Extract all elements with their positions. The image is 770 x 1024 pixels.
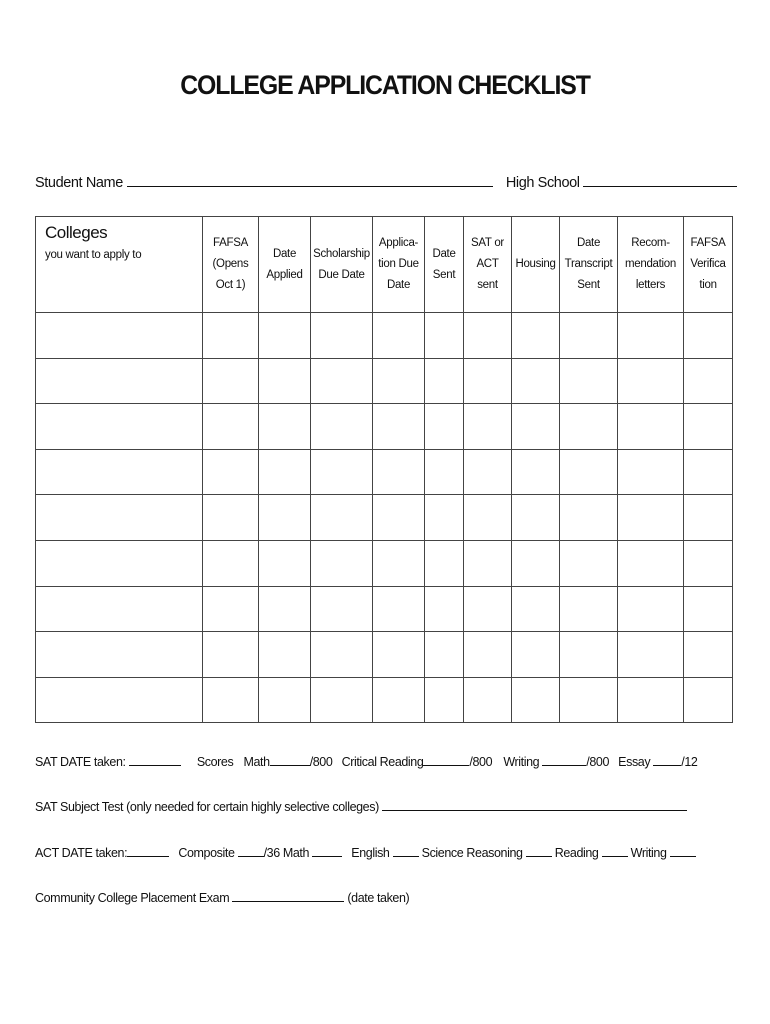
checklist-cell[interactable] xyxy=(311,313,373,359)
checklist-cell[interactable] xyxy=(512,449,560,495)
checklist-cell[interactable] xyxy=(684,495,733,541)
checklist-cell[interactable] xyxy=(684,404,733,450)
college-name-cell[interactable] xyxy=(36,540,203,586)
checklist-cell[interactable] xyxy=(203,632,259,678)
page-title: COLLEGE APPLICATION CHECKLIST xyxy=(180,70,590,100)
checklist-cell[interactable] xyxy=(203,358,259,404)
checklist-cell[interactable] xyxy=(560,449,618,495)
act-math-label: Math xyxy=(282,846,310,860)
checklist-cell[interactable] xyxy=(684,632,733,678)
act-math-field[interactable] xyxy=(312,843,342,857)
checklist-cell[interactable] xyxy=(560,495,618,541)
college-name-cell[interactable] xyxy=(36,358,203,404)
checklist-cell[interactable] xyxy=(684,449,733,495)
sat-critical-reading-max: /800 xyxy=(469,755,493,769)
sat-subject-label: SAT Subject Test (only needed for certain highly selective colleges) xyxy=(35,800,379,814)
checklist-cell[interactable] xyxy=(425,586,464,632)
sat-writing-max: /800 xyxy=(586,755,609,769)
column-header: FAFSA (Opens Oct 1) xyxy=(203,217,259,313)
checklist-cell[interactable] xyxy=(618,586,684,632)
sat-critical-reading-label: Critical Reading xyxy=(341,755,424,769)
sat-date-label: SAT DATE taken: xyxy=(35,755,126,769)
checklist-cell[interactable] xyxy=(373,586,425,632)
act-reading-label: Reading xyxy=(554,846,599,860)
checklist-cell[interactable] xyxy=(311,495,373,541)
checklist-cell[interactable] xyxy=(373,495,425,541)
checklist-cell[interactable] xyxy=(684,313,733,359)
checklist-cell[interactable] xyxy=(259,313,311,359)
checklist-cell[interactable] xyxy=(373,313,425,359)
sat-essay-label: Essay xyxy=(618,755,651,769)
checklist-cell[interactable] xyxy=(259,495,311,541)
checklist-cell[interactable] xyxy=(618,495,684,541)
checklist-cell[interactable] xyxy=(560,358,618,404)
sat-subject-field[interactable] xyxy=(382,797,687,811)
checklist-cell[interactable] xyxy=(560,404,618,450)
checklist-cell[interactable] xyxy=(425,358,464,404)
sat-writing-field[interactable] xyxy=(542,752,586,766)
checklist-cell[interactable] xyxy=(512,540,560,586)
checklist-cell[interactable] xyxy=(425,495,464,541)
checklist-cell[interactable] xyxy=(259,586,311,632)
column-header: Date Applied xyxy=(259,217,311,313)
checklist-cell[interactable] xyxy=(618,358,684,404)
column-header: Date Transcript Sent xyxy=(560,217,618,313)
act-line xyxy=(35,843,696,860)
college-name-cell[interactable] xyxy=(36,313,203,359)
checklist-cell[interactable] xyxy=(425,632,464,678)
table-row xyxy=(36,586,733,632)
checklist-cell[interactable] xyxy=(618,449,684,495)
checklist-cell[interactable] xyxy=(464,495,512,541)
checklist-cell[interactable] xyxy=(464,540,512,586)
checklist-cell[interactable] xyxy=(259,404,311,450)
checklist-cell[interactable] xyxy=(464,358,512,404)
act-composite-max: /36 xyxy=(263,846,280,860)
table-body xyxy=(36,313,733,723)
act-reading-field[interactable] xyxy=(602,843,628,857)
act-writing-label: Writing xyxy=(630,846,667,860)
checklist-cell[interactable] xyxy=(512,586,560,632)
table-row xyxy=(36,495,733,541)
checklist-cell[interactable] xyxy=(203,677,259,723)
checklist-cell[interactable] xyxy=(512,313,560,359)
high-school-label: High School xyxy=(505,175,580,191)
checklist-cell[interactable] xyxy=(311,404,373,450)
college-name-cell[interactable] xyxy=(36,586,203,632)
table-row xyxy=(36,313,733,359)
high-school-field[interactable] xyxy=(583,171,737,187)
act-writing-field[interactable] xyxy=(670,843,696,857)
checklist-cell[interactable] xyxy=(203,495,259,541)
checklist-cell[interactable] xyxy=(203,313,259,359)
checklist-cell[interactable] xyxy=(512,632,560,678)
act-science-label: Science Reasoning xyxy=(421,846,523,860)
checklist-cell[interactable] xyxy=(203,540,259,586)
checklist-cell[interactable] xyxy=(259,540,311,586)
checklist-cell[interactable] xyxy=(203,586,259,632)
checklist-cell[interactable] xyxy=(373,632,425,678)
column-header: Scholarship Due Date xyxy=(311,217,373,313)
checklist-cell[interactable] xyxy=(618,677,684,723)
checklist-cell[interactable] xyxy=(512,358,560,404)
checklist-cell[interactable] xyxy=(560,677,618,723)
checklist-cell[interactable] xyxy=(464,404,512,450)
checklist-cell[interactable] xyxy=(618,313,684,359)
act-date-field[interactable] xyxy=(127,843,169,857)
checklist-cell[interactable] xyxy=(373,540,425,586)
checklist-cell[interactable] xyxy=(560,313,618,359)
colleges-header-label: Colleges xyxy=(45,223,108,242)
checklist-cell[interactable] xyxy=(203,404,259,450)
checklist-cell[interactable] xyxy=(684,540,733,586)
checklist-cell[interactable] xyxy=(618,540,684,586)
checklist-cell[interactable] xyxy=(464,632,512,678)
checklist-cell[interactable] xyxy=(512,495,560,541)
sat-scores-label: Scores xyxy=(196,755,234,769)
community-college-label: Community College Placement Exam xyxy=(35,891,230,905)
table-row xyxy=(36,404,733,450)
table-row xyxy=(36,677,733,723)
table-row xyxy=(36,358,733,404)
table-row xyxy=(36,540,733,586)
checklist-cell[interactable] xyxy=(618,632,684,678)
sat-essay-field[interactable] xyxy=(653,752,681,766)
student-name-field[interactable] xyxy=(127,171,493,187)
act-composite-label: Composite xyxy=(178,846,235,860)
act-date-label: ACT DATE taken: xyxy=(35,846,128,860)
column-header: Applica- tion Due Date xyxy=(373,217,425,313)
checklist-cell[interactable] xyxy=(464,586,512,632)
community-college-date-note: (date taken) xyxy=(347,891,410,905)
act-english-field[interactable] xyxy=(393,843,419,857)
checklist-cell[interactable] xyxy=(259,449,311,495)
college-name-cell[interactable] xyxy=(36,449,203,495)
table-header-row xyxy=(36,217,733,313)
checklist-cell[interactable] xyxy=(464,449,512,495)
community-college-line xyxy=(35,888,409,905)
checklist-cell[interactable] xyxy=(425,540,464,586)
college-name-cell[interactable] xyxy=(36,632,203,678)
sat-math-max: /800 xyxy=(309,755,333,769)
column-header: Date Sent xyxy=(425,217,464,313)
college-name-cell[interactable] xyxy=(36,677,203,723)
checklist-table xyxy=(35,216,733,723)
column-header: SAT or ACT sent xyxy=(464,217,512,313)
checklist-cell[interactable] xyxy=(373,449,425,495)
checklist-cell[interactable] xyxy=(425,404,464,450)
checklist-cell[interactable] xyxy=(618,404,684,450)
checklist-cell[interactable] xyxy=(560,540,618,586)
college-name-cell[interactable] xyxy=(36,404,203,450)
checklist-cell[interactable] xyxy=(203,449,259,495)
column-header: Housing xyxy=(512,217,560,313)
student-info-line xyxy=(35,171,737,191)
colleges-header-sublabel: you want to apply to xyxy=(45,249,142,261)
column-header: Recom- mendation letters xyxy=(618,217,684,313)
checklist-cell[interactable] xyxy=(684,358,733,404)
checklist-cell[interactable] xyxy=(512,404,560,450)
sat-line xyxy=(35,752,697,769)
checklist-cell[interactable] xyxy=(259,632,311,678)
checklist-cell[interactable] xyxy=(425,313,464,359)
act-composite-field[interactable] xyxy=(238,843,264,857)
checklist-cell[interactable] xyxy=(425,449,464,495)
checklist-cell[interactable] xyxy=(425,677,464,723)
sat-essay-max: /12 xyxy=(681,755,698,769)
sat-math-field[interactable] xyxy=(270,752,310,766)
checklist-cell[interactable] xyxy=(373,677,425,723)
checklist-cell[interactable] xyxy=(684,586,733,632)
college-name-cell[interactable] xyxy=(36,495,203,541)
checklist-cell[interactable] xyxy=(311,540,373,586)
colleges-header xyxy=(36,217,203,313)
checklist-cell[interactable] xyxy=(464,677,512,723)
checklist-cell[interactable] xyxy=(373,358,425,404)
checklist-cell[interactable] xyxy=(311,677,373,723)
checklist-cell[interactable] xyxy=(560,586,618,632)
table-row xyxy=(36,449,733,495)
sat-critical-reading-field[interactable] xyxy=(423,752,469,766)
table-row xyxy=(36,632,733,678)
checklist-cell[interactable] xyxy=(464,313,512,359)
checklist-cell[interactable] xyxy=(373,404,425,450)
community-college-field[interactable] xyxy=(232,888,344,902)
sat-date-field[interactable] xyxy=(129,752,181,766)
checklist-cell[interactable] xyxy=(512,677,560,723)
act-english-label: English xyxy=(351,846,390,860)
checklist-cell[interactable] xyxy=(684,677,733,723)
sat-writing-label: Writing xyxy=(503,755,540,769)
sat-subject-line xyxy=(35,797,687,814)
column-header: FAFSA Verifica tion xyxy=(684,217,733,313)
checklist-cell[interactable] xyxy=(259,677,311,723)
checklist-cell[interactable] xyxy=(311,449,373,495)
sat-math-label: Math xyxy=(243,755,270,769)
checklist-cell[interactable] xyxy=(311,358,373,404)
checklist-cell[interactable] xyxy=(560,632,618,678)
checklist-cell[interactable] xyxy=(311,586,373,632)
act-science-field[interactable] xyxy=(526,843,552,857)
student-name-label: Student Name xyxy=(35,175,123,191)
checklist-cell[interactable] xyxy=(259,358,311,404)
checklist-cell[interactable] xyxy=(311,632,373,678)
